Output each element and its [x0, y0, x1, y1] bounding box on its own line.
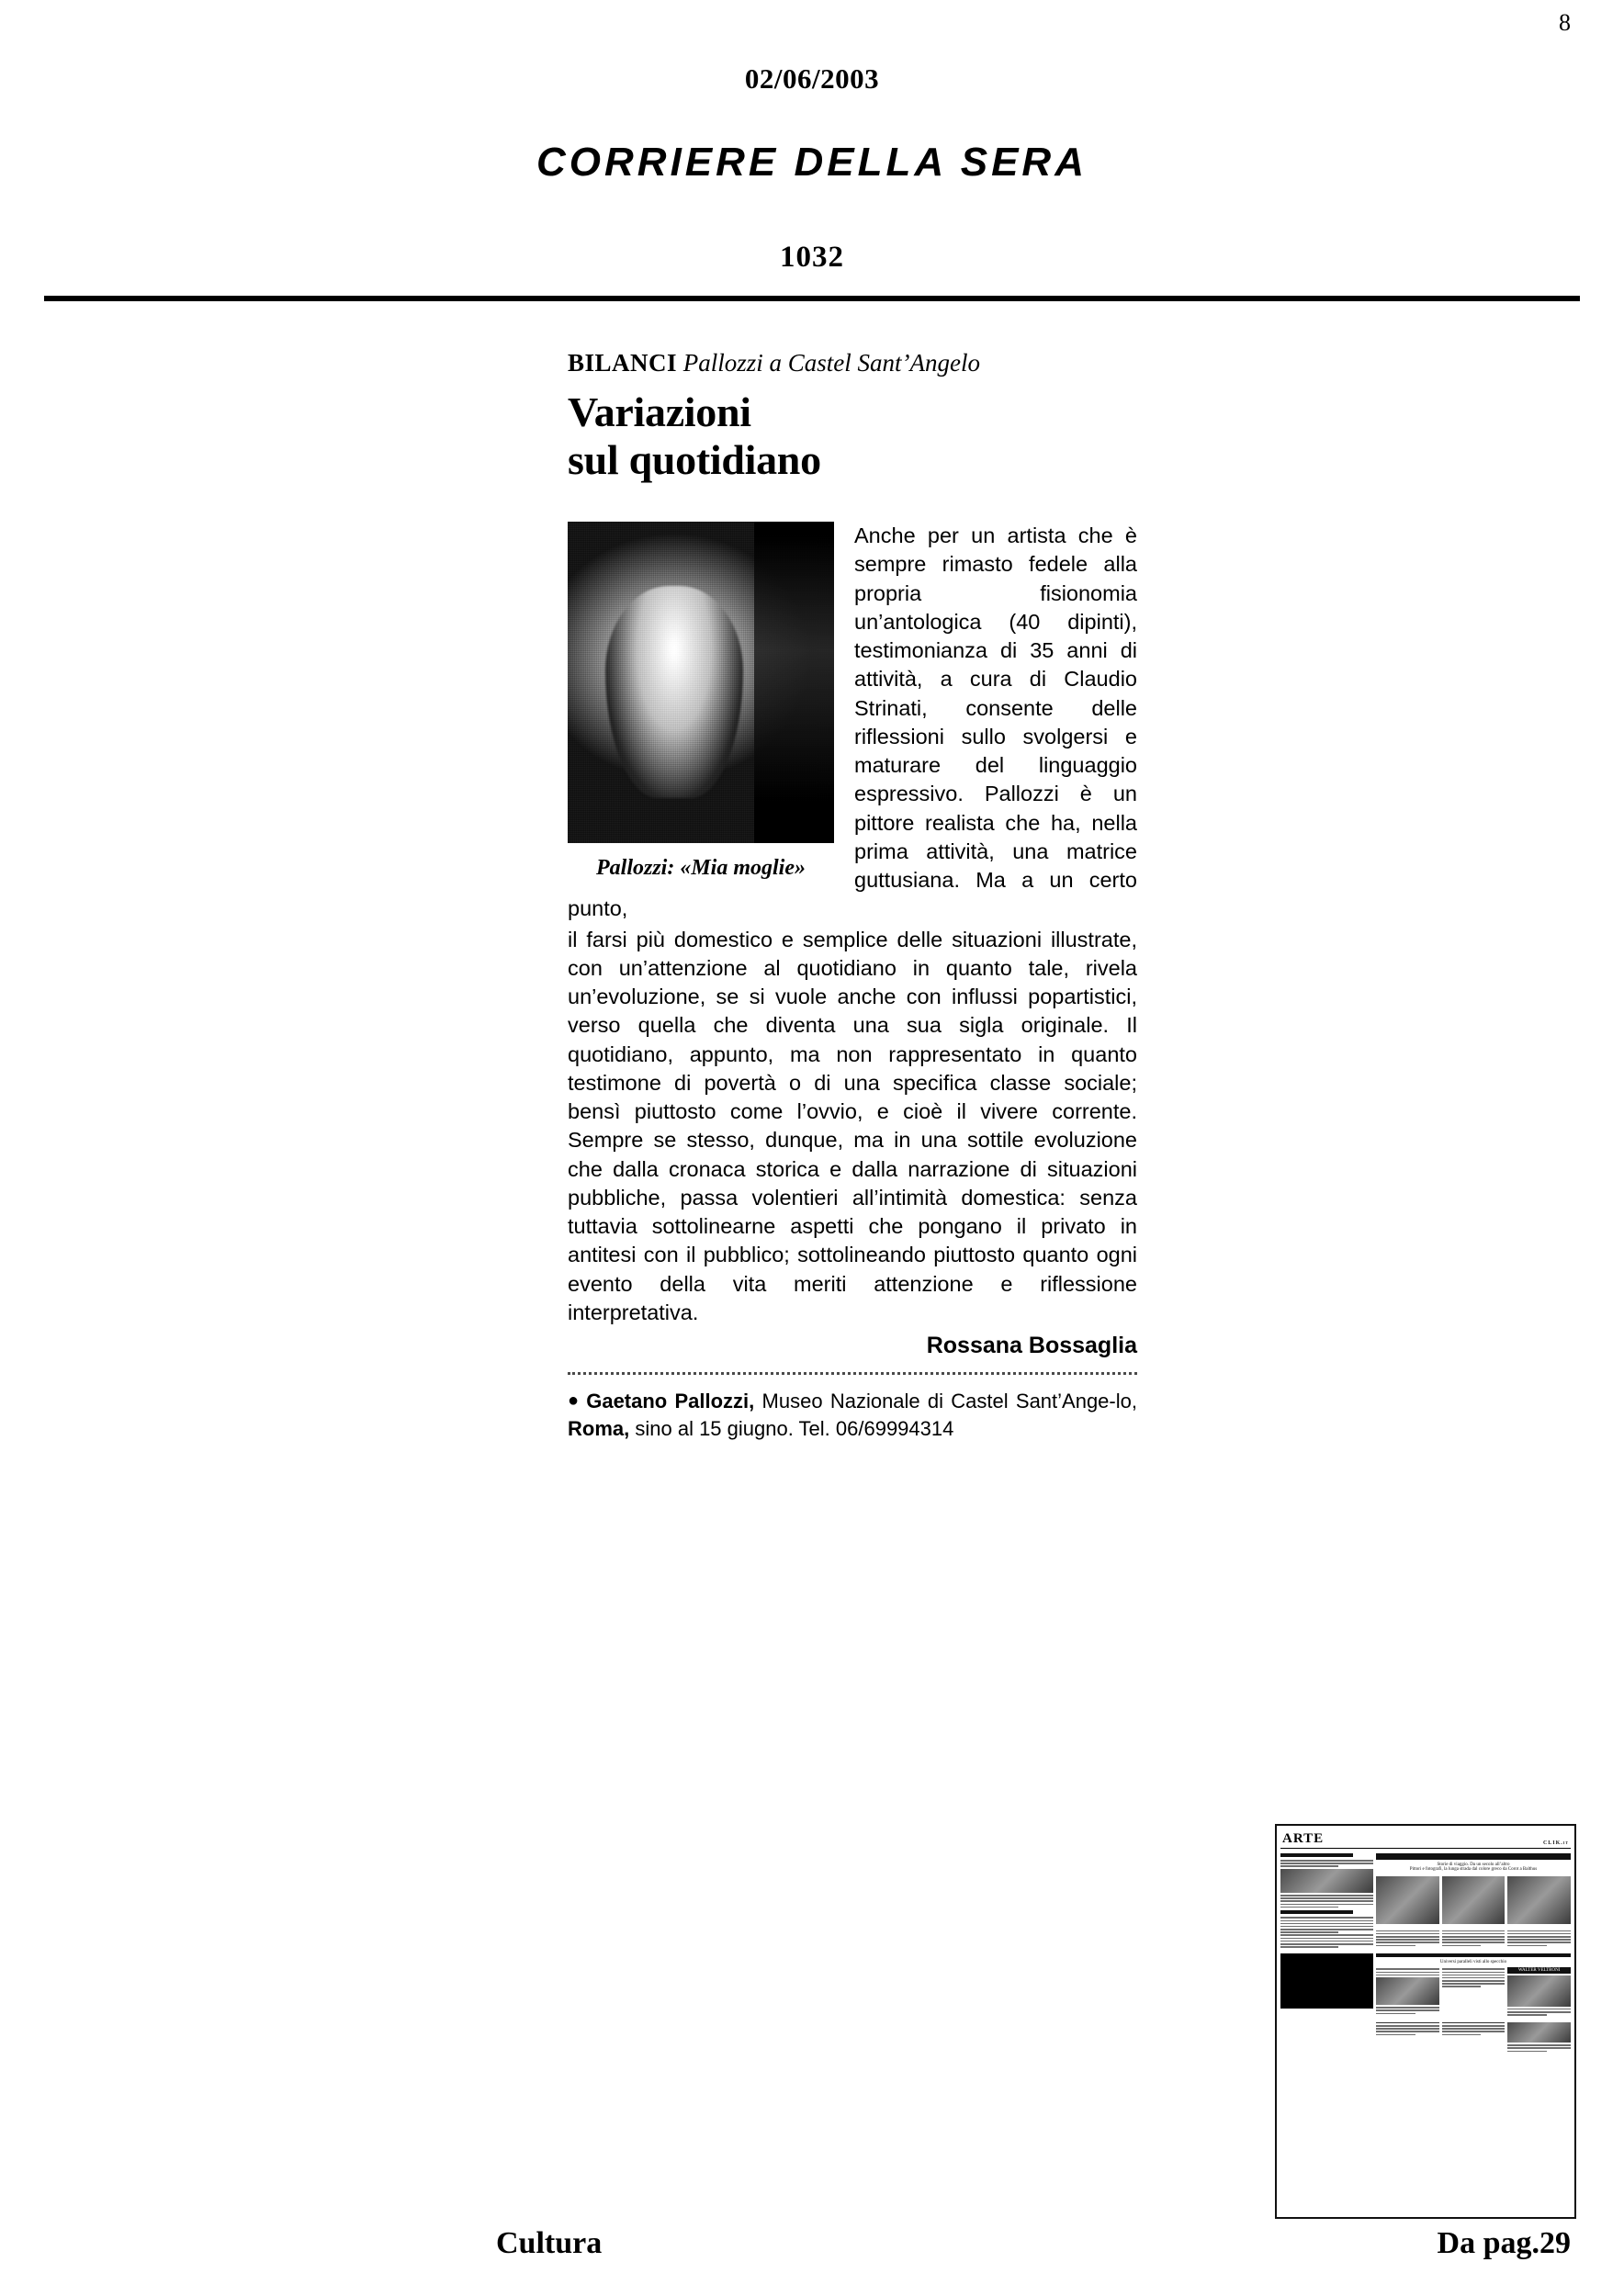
kicker-label: BILANCI: [568, 349, 678, 377]
thumbnail-section-title: ARTE: [1282, 1831, 1325, 1846]
article-headline: [568, 388, 1137, 483]
article-photo: [568, 522, 834, 843]
info-divider: [568, 1372, 1137, 1375]
thumbnail-page: [1280, 1829, 1571, 2213]
article-kicker: [568, 349, 1137, 377]
bullet-icon: ●: [568, 1390, 581, 1412]
issue-number: 1032: [780, 241, 844, 274]
thumbnail-feature-sub-text: Pittori e fotografi, la lunga strada dal colore greco da Corot a Balthus: [1409, 1867, 1538, 1872]
article-lede: Anche per un artista che è sempre rimasto fedele alla propria fisionomia un’antologica (40 dipinti), testimonianza di 35 anni di attività, a cura di Claudio Strinati, consente delle riflessioni sullo svolgersi e maturare del linguaggio espressivo. Pallozzi è un pittore realista che ha, nella prima attività, una matrice guttusiana. Ma a un certo punto,: [568, 523, 1137, 921]
thumbnail-headline-block: [1280, 1853, 1353, 1857]
article-top-section: [568, 522, 1137, 924]
thumbnail-mid-title-text: Universi paralleli visti allo specchio: [1439, 1959, 1507, 1964]
photo-grain-overlay: [568, 522, 834, 843]
headline-line-1: Variazioni: [568, 388, 751, 436]
thumbnail-image: [1280, 1869, 1373, 1893]
exhibition-info: [568, 1388, 1137, 1442]
article-byline: Rossana Bossaglia: [926, 1333, 1137, 1359]
page-thumbnail: [1275, 1824, 1576, 2219]
thumbnail-column-2: [1376, 1851, 1571, 2219]
footer-section-label: Cultura: [496, 2226, 603, 2260]
thumbnail-subhead: [1280, 1910, 1353, 1914]
thumbnail-feature-title: [1376, 1853, 1571, 1860]
masthead-title: CORRIERE DELLA SERA: [536, 140, 1088, 185]
page-number: 8: [1559, 9, 1571, 36]
header-divider: [44, 296, 1580, 301]
info-details: sino al 15 giugno. Tel. 06/69994314: [629, 1416, 954, 1440]
thumbnail-head-note: CLIK.it: [1542, 1840, 1569, 1847]
thumbnail-masthead: [1280, 1829, 1571, 1849]
thumbnail-black-block: [1280, 1953, 1373, 2009]
footer-page-reference: Da pag.29: [1437, 2226, 1571, 2260]
thumbnail-image: [1507, 1876, 1571, 1924]
article-text: il farsi più domestico e semplice delle situazioni illustrate, con un’attenzione al quotidiano in quanto tale, rivela un’evoluzione, se si vuole anche con influssi popartistici, verso quella che diventa una sua sigla originale. Il quotidiano, appunto, ma non rappresentato in quanto testimone di povertà o di una specifica classe sociale; bensì piuttosto come l’ovvio, e cioè il vivere corrente. Sempre se stesso, dunque, ma in una sottile evoluzione che dalla cronaca storica e dalla narrazione di situazioni pubbliche, passa volentieri all’intimità domestica: senza tuttavia sottolinearne aspetti che pongano il privato in antitesi con il pubblico; sottolineando piuttosto quanto ogni evento della vita meriti attenzione e riflessione interpretativa.: [568, 927, 1137, 1324]
publication-date: 02/06/2003: [744, 62, 880, 95]
thumbnail-columns: [1280, 1851, 1571, 2219]
info-artist-name: Gaetano Pallozzi,: [586, 1390, 755, 1413]
thumbnail-image: [1376, 1876, 1439, 1924]
thumbnail-feature-title-text: Storie di viaggio. Da un secolo all’altro: [1437, 1863, 1510, 1867]
thumbnail-banner: WALTER VELTRONI: [1507, 1967, 1571, 1974]
thumbnail-image: [1442, 1876, 1506, 1924]
photo-caption: Pallozzi: «Mia moglie»: [596, 856, 806, 881]
thumbnail-column-1: [1280, 1851, 1373, 2219]
info-city: Roma,: [568, 1416, 630, 1440]
article-photo-block: [568, 522, 834, 881]
kicker-text: Pallozzi a Castel Sant’Angelo: [682, 349, 981, 377]
article-body: [568, 349, 1137, 1442]
headline-line-2: sul quotidiano: [568, 435, 821, 483]
thumbnail-mid-title: [1376, 1953, 1571, 1957]
info-venue: Museo Nazionale di Castel Sant’Ange-lo,: [754, 1390, 1137, 1413]
